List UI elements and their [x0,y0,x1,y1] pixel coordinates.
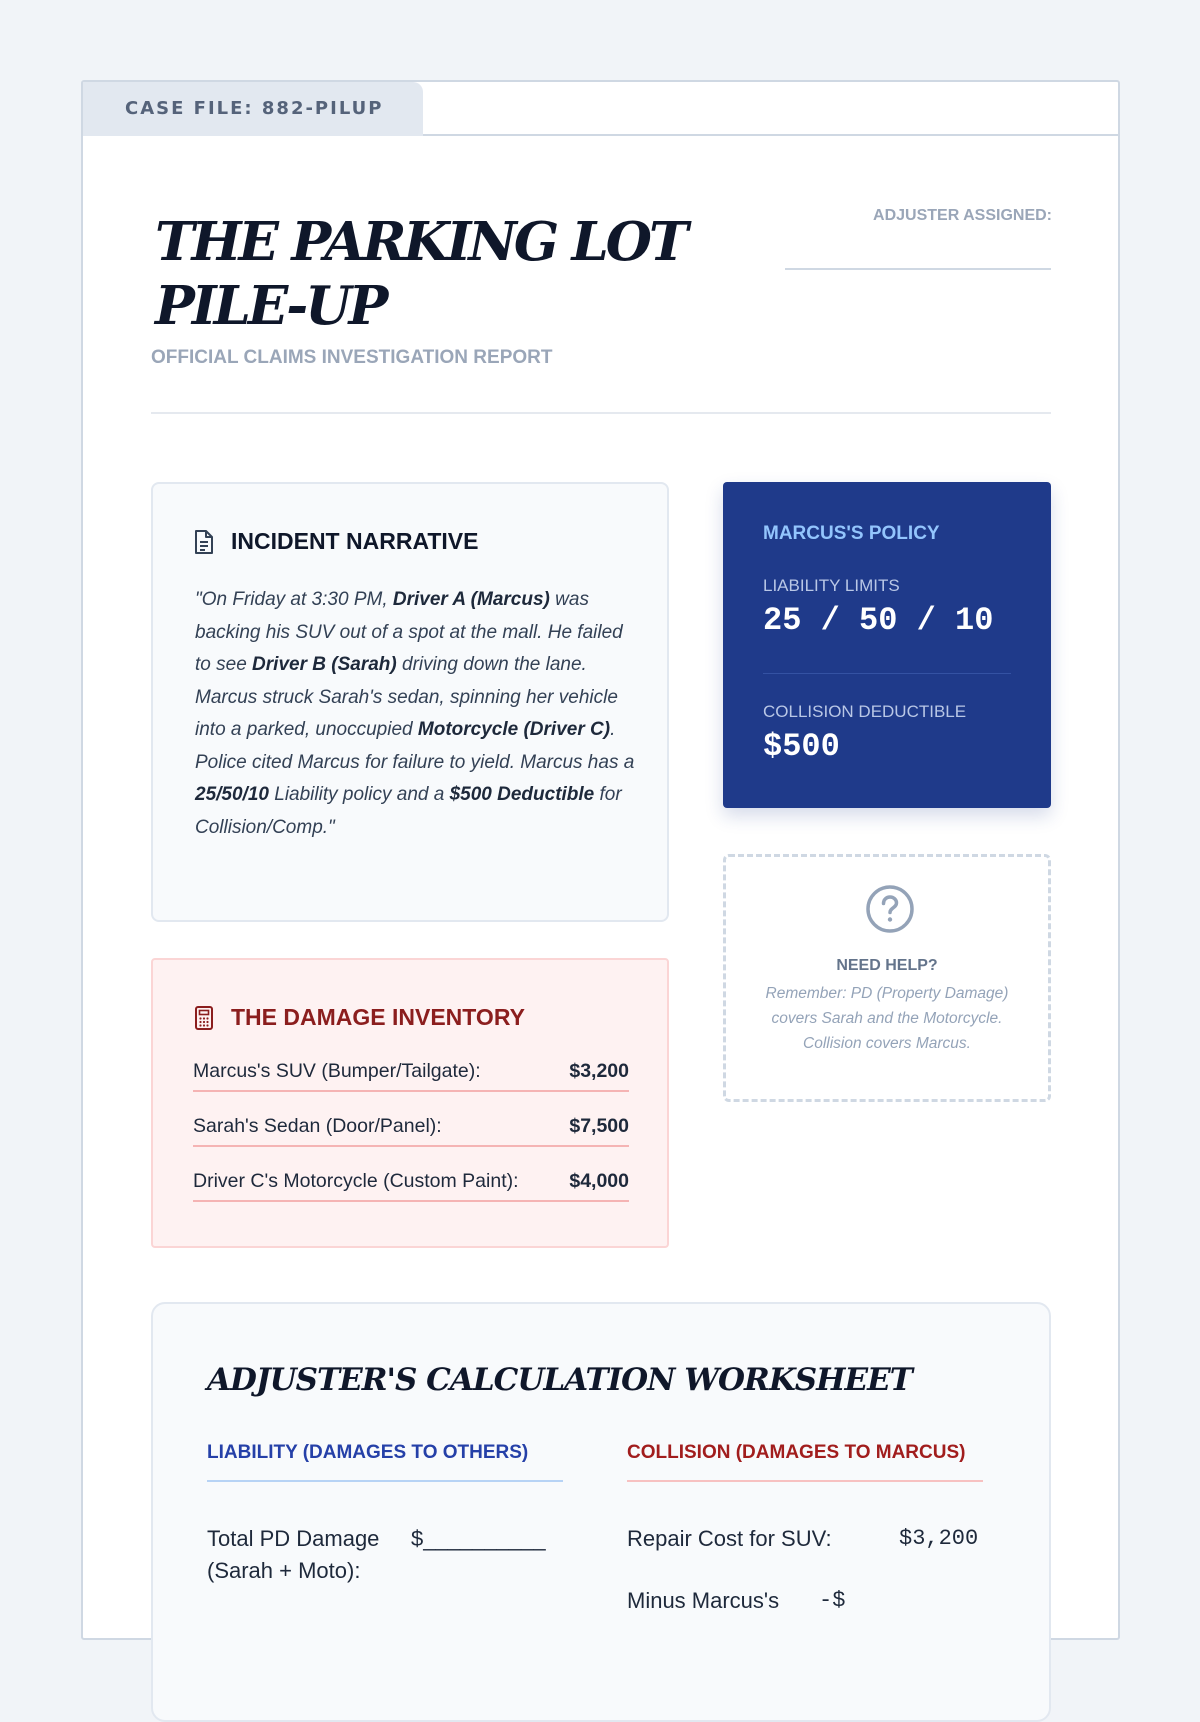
help-text: Remember: PD (Property Damage) covers Sarah and the Motorcycle. Collision covers Marcus. [765,985,1009,1052]
minus-deductible-label: Minus Marcus's [627,1588,780,1613]
damage-inventory-panel [151,958,669,1248]
worksheet-title: ADJUSTER'S CALCULATION WORKSHEET [207,1362,912,1398]
liability-limits-label: LIABILITY LIMITS [763,576,900,595]
narrative-heading: INCIDENT NARRATIVE [231,528,479,554]
damage-item-amount: $4,000 [569,1170,629,1192]
narrative-emphasis: $500 Deductible [449,784,595,805]
damage-item-label: Marcus's SUV (Bumper/Tailgate): [193,1060,481,1082]
case-file-tab-label: CASE FILE: 882-PILUP [125,98,384,119]
liability-column-heading: LIABILITY (DAMAGES TO OTHERS) [207,1442,563,1482]
report-subtitle: OFFICIAL CLAIMS INVESTIGATION REPORT [151,347,553,368]
calculator-icon [193,1005,215,1031]
collision-column-heading: COLLISION (DAMAGES TO MARCUS) [627,1442,983,1482]
damage-heading: THE DAMAGE INVENTORY [231,1004,525,1030]
narrative-segment: . Police cited Marcus for failure to yield. Marcus has a [195,719,635,773]
damage-item-label: Sarah's Sedan (Door/Panel): [193,1115,442,1137]
collision-deductible-value: $500 [763,728,840,765]
suv-repair-label: Repair Cost for SUV: [627,1526,832,1551]
question-circle-icon [865,884,915,934]
narrative-segment: "On Friday at 3:30 PM, [195,589,393,610]
damage-item-label: Driver C's Motorcycle (Custom Paint): [193,1170,519,1192]
case-file-tab[interactable] [83,82,423,136]
damage-item-amount: $3,200 [569,1060,629,1082]
narrative-segment: Liability policy and a [268,784,450,805]
suv-repair-value: $3,200 [899,1526,979,1551]
report-title: THE PARKING LOT PILE-UP [155,211,686,337]
policy-divider [763,673,1011,674]
calculation-worksheet [151,1302,1051,1722]
policy-card [723,482,1051,808]
case-file-tabbar [83,82,1118,136]
liability-limits-value: 25 / 50 / 10 [763,602,994,639]
narrative-emphasis: 25/50/10 [195,784,269,805]
damage-item-amount: $7,500 [569,1115,629,1137]
case-file-card [81,80,1120,1640]
narrative-text [195,584,635,844]
narrative-segment: driving down the lane. Marcus struck Sarah's sedan, spinning her vehicle into a parked, unoccupied [195,654,618,740]
total-pd-label: Total PD Damage [207,1526,380,1551]
adjuster-signature-line[interactable] [785,268,1051,270]
damage-row [193,1168,629,1202]
narrative-emphasis: Driver A (Marcus) [392,589,550,610]
header-divider [151,412,1051,414]
minus-deductible-input[interactable]: -$ [819,1588,846,1613]
narrative-emphasis: Driver B (Sarah) [252,654,397,675]
narrative-segment: was backing his SUV out of a spot at the mall. He failed to see [195,589,623,675]
policy-title: MARCUS'S POLICY [763,523,940,544]
total-pd-sublabel: (Sarah + Moto): [207,1558,361,1583]
total-pd-input[interactable]: $__________ [411,1526,546,1551]
help-box[interactable] [723,854,1051,1102]
incident-narrative-panel [151,482,669,922]
help-title: NEED HELP? [836,957,938,974]
narrative-segment: for Collision/Comp." [195,784,622,838]
document-icon [193,529,215,555]
narrative-emphasis: Motorcycle (Driver C) [417,719,611,740]
collision-deductible-label: COLLISION DEDUCTIBLE [763,702,967,721]
damage-row [193,1058,629,1092]
adjuster-label: ADJUSTER ASSIGNED: [873,207,1052,224]
damage-row [193,1113,629,1147]
